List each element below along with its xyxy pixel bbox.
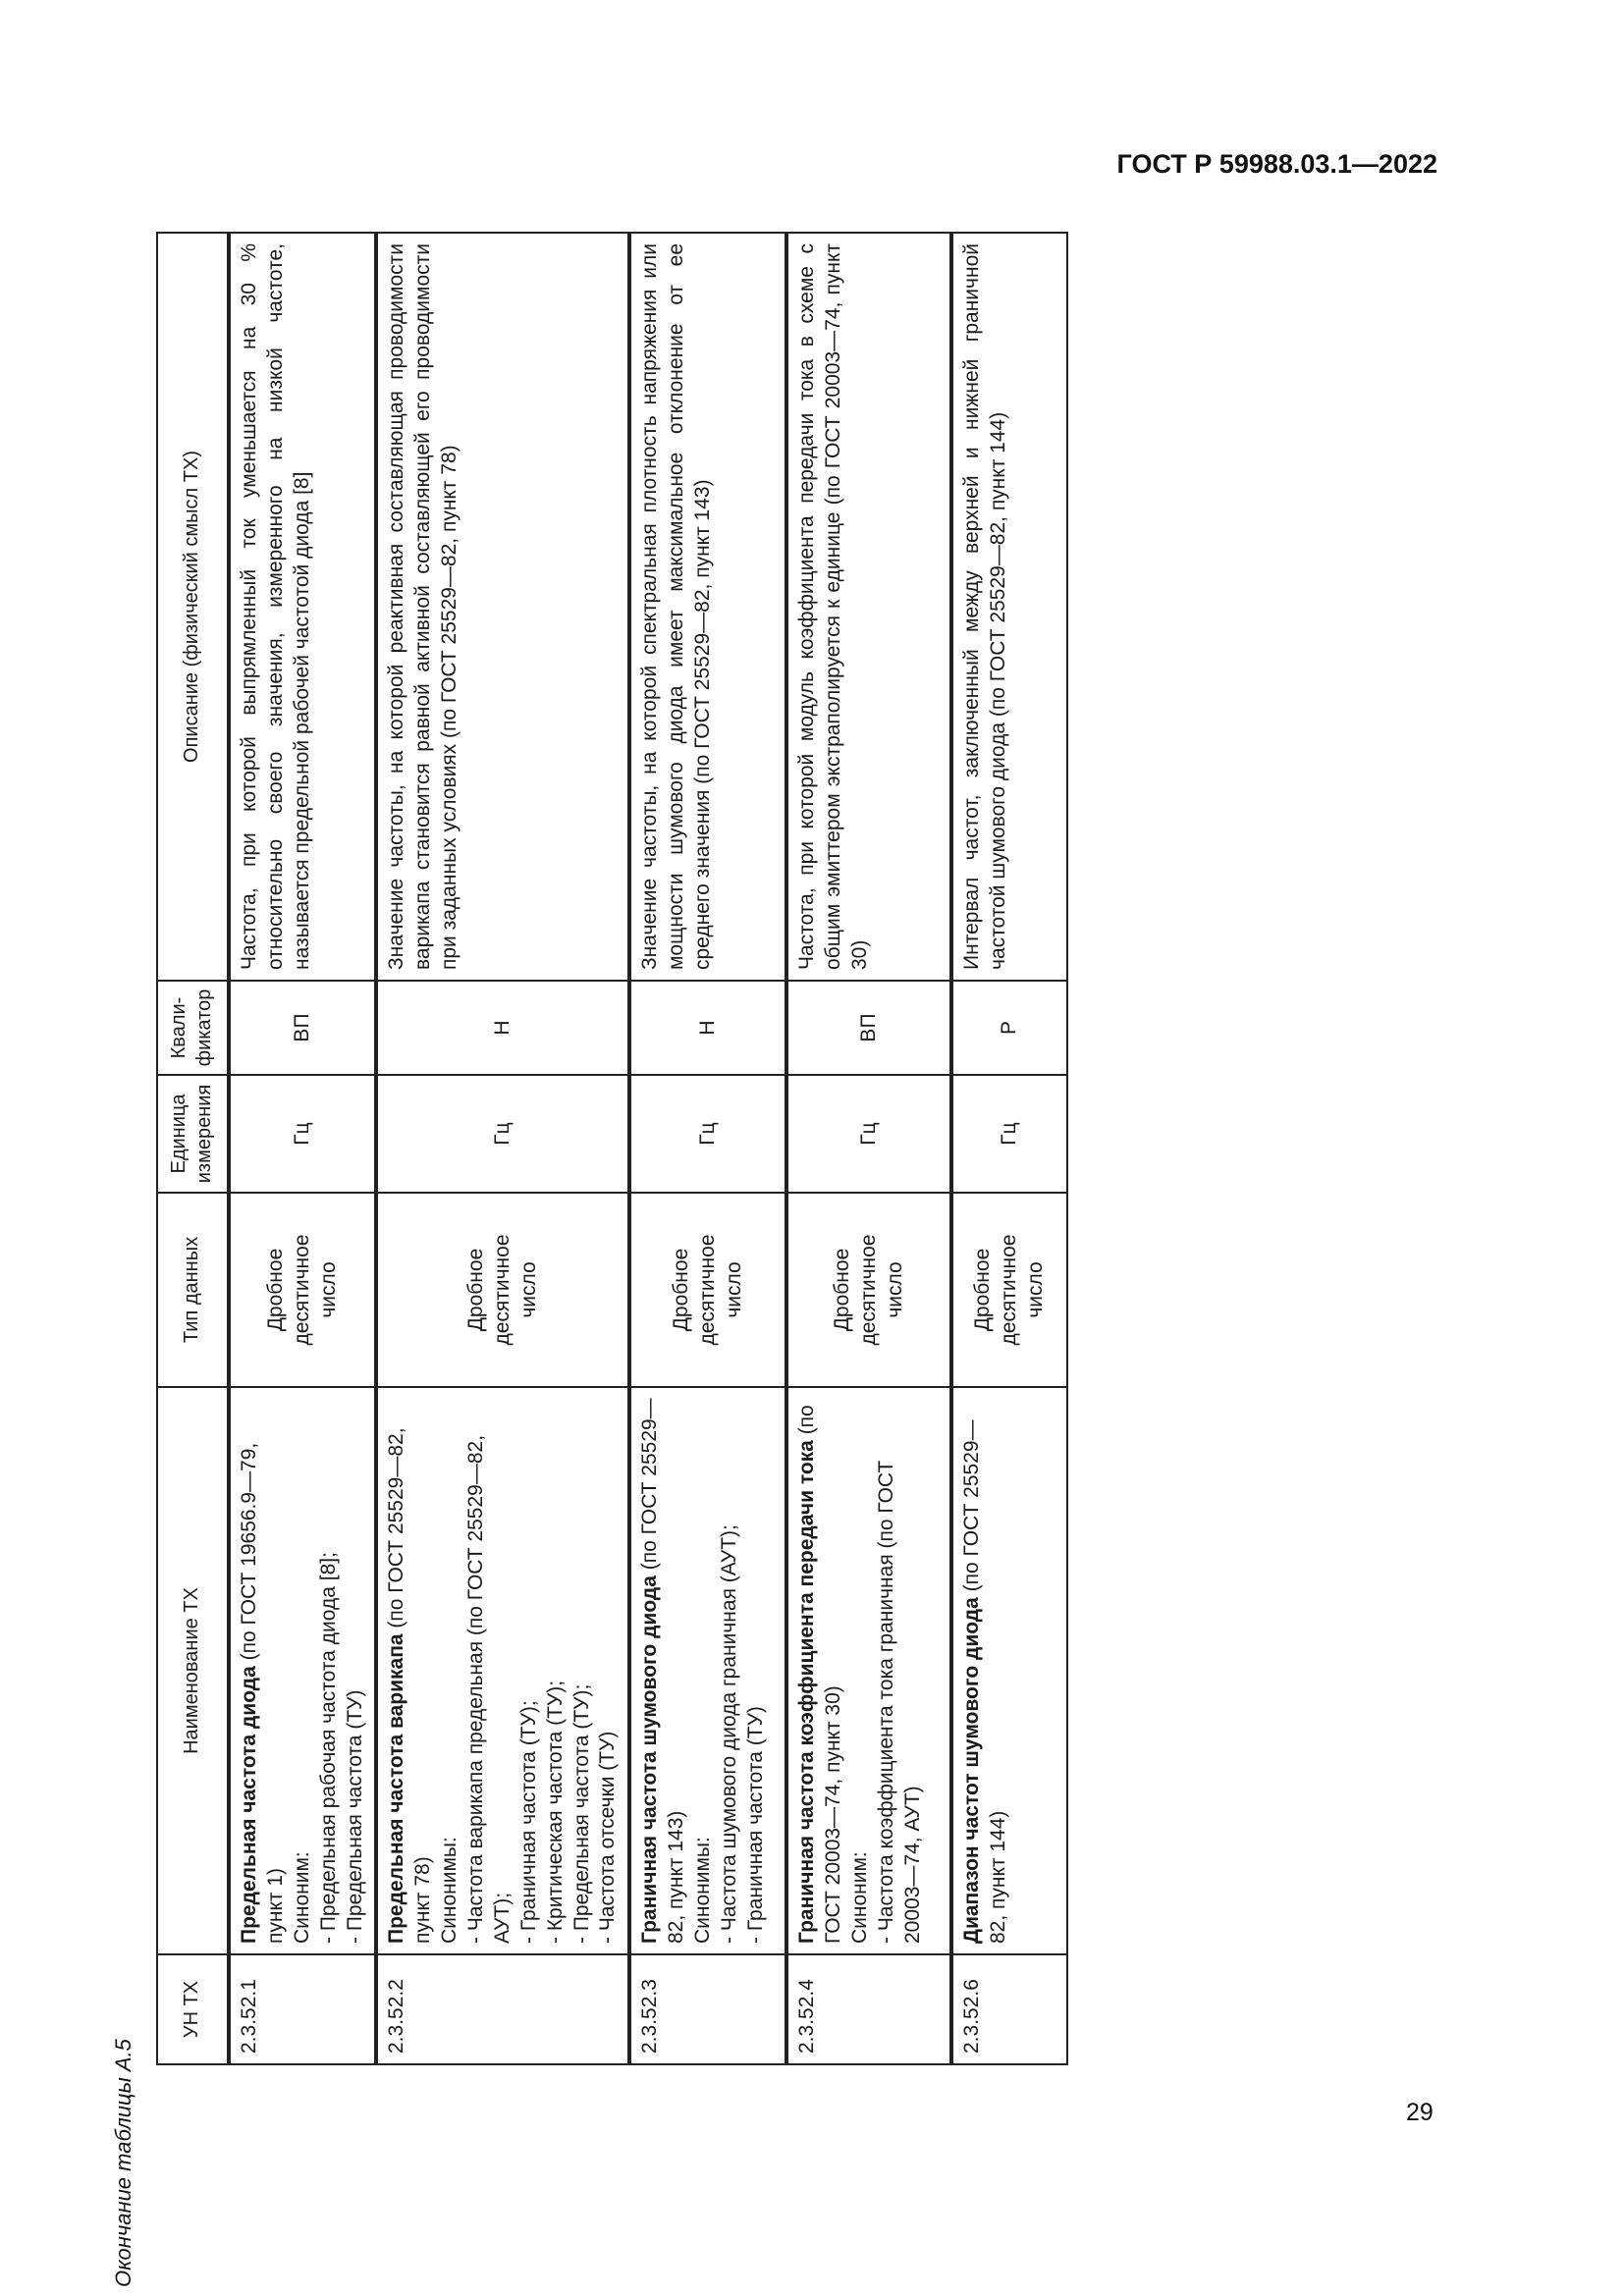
table-row (951, 233, 1067, 2064)
cell-data-type: Дробное десятичное число (376, 1193, 629, 1387)
synonym-item: - Предельная частота (ТУ) (343, 1689, 366, 1944)
cell-name (951, 1387, 1067, 1954)
cell-code: 2.3.52.6 (951, 1954, 1067, 2064)
term-reference: (по ГОСТ 25529—82, пункт 144) (960, 1419, 1010, 1944)
cell-unit: Гц (951, 1075, 1067, 1193)
cell-description: Частота, при которой модуль коэффициента передачи тока в схеме с общим эмиттером экстраполируется к единице (по ГОСТ 20003—74, пункт 30) (786, 233, 951, 981)
synonym-item: - Частота коэффициента тока граничная (по ГОСТ 20003—74, АУТ) (874, 1460, 924, 1944)
cell-qualifier: ВП (229, 981, 376, 1075)
cell-data-type: Дробное десятичное число (629, 1193, 786, 1387)
synonyms-label: Синонимы: (438, 1837, 461, 1944)
col-header-unit: Единица измерения (157, 1075, 229, 1193)
cell-code: 2.3.52.2 (376, 1954, 629, 2064)
cell-name (376, 1387, 629, 1954)
cell-unit: Гц (786, 1075, 951, 1193)
cell-name (229, 1387, 376, 1954)
synonym-item: - Предельная рабочая частота диода [8]; (316, 1552, 340, 1944)
synonym-item: - Предельная частота (ТУ); (569, 1683, 593, 1944)
page-number: 29 (1406, 2099, 1434, 2126)
cell-data-type: Дробное десятичное число (951, 1193, 1067, 1387)
synonym-item: - Частота шумового диода граничная (АУТ); (717, 1524, 740, 1944)
cell-data-type: Дробное десятичное число (786, 1193, 951, 1387)
term-reference: (по ГОСТ 20003—74, пункт 30) (795, 1405, 845, 1944)
synonyms-label: Синоним: (848, 1851, 871, 1944)
table-caption: Окончание таблицы А.5 (111, 2039, 135, 2287)
synonyms-label: Синоним: (290, 1851, 313, 1944)
cell-description: Значение частоты, на которой реактивная составляющая проводимости варикапа становится равной активной составляющей его проводимости при заданных условиях (по ГОСТ 25529—82, пункт 78) (376, 233, 629, 981)
cell-unit: Гц (376, 1075, 629, 1193)
term-reference: (по ГОСТ 25529—82, пункт 143) (638, 1398, 688, 1944)
col-header-type: Тип данных (157, 1193, 229, 1387)
cell-code: 2.3.52.3 (629, 1954, 786, 2064)
term-title: Предельная частота варикапа (385, 1633, 408, 1944)
synonym-item: - Граничная частота (ТУ) (743, 1706, 767, 1944)
term-title: Предельная частота диода (238, 1666, 260, 1944)
synonym-item: - Критическая частота (ТУ); (543, 1680, 567, 1944)
cell-code: 2.3.52.1 (229, 1954, 376, 2064)
document-code: ГОСТ Р 59988.03.1—2022 (1116, 149, 1437, 179)
synonym-item: - Граничная частота (ТУ); (516, 1700, 540, 1944)
cell-description: Частота, при которой выпрямленный ток уменьшается на 30 % относительно своего значения, измеренного на низкой частоте, называется предельной рабочей частотой диода [8] (229, 233, 376, 981)
table-row (229, 233, 376, 2064)
cell-code: 2.3.52.4 (786, 1954, 951, 2064)
term-title: Граничная частота коэффициента передачи тока (795, 1440, 819, 1944)
table-row (786, 233, 951, 2064)
col-header-name: Наименование ТХ (157, 1387, 229, 1954)
cell-name (629, 1387, 786, 1954)
rotated-table-container (156, 234, 1138, 2065)
characteristics-table (156, 232, 1068, 2065)
term-reference: (по ГОСТ 19656.9—79, пункт 1) (238, 1442, 287, 1944)
cell-qualifier: Н (629, 981, 786, 1075)
term-reference: (по ГОСТ 25529—82, пункт 78) (385, 1427, 435, 1944)
cell-qualifier: Р (951, 981, 1067, 1075)
col-header-qualifier: Квали-фикатор (157, 981, 229, 1075)
table-row (376, 233, 629, 2064)
synonym-item: - Частота отсечки (ТУ) (596, 1731, 620, 1944)
col-header-code: УН ТХ (157, 1954, 229, 2064)
cell-data-type: Дробное десятичное число (229, 1193, 376, 1387)
table-row (629, 233, 786, 2064)
cell-unit: Гц (229, 1075, 376, 1193)
cell-name (786, 1387, 951, 1954)
table-header-row (157, 233, 229, 2064)
cell-description: Значение частоты, на которой спектральная плотность напряжения или мощности шумового диода имеет максимальное отклонение от ее среднего значения (по ГОСТ 25529—82, пункт 143) (629, 233, 786, 981)
cell-qualifier: ВП (786, 981, 951, 1075)
cell-unit: Гц (629, 1075, 786, 1193)
term-title: Граничная частота шумового диода (638, 1575, 662, 1944)
col-header-description: Описание (физический смысл ТХ) (157, 233, 229, 981)
synonym-item: - Частота варикапа предельная (по ГОСТ 25529—82, АУТ); (464, 1434, 514, 1944)
term-title: Диапазон частот шумового диода (960, 1597, 984, 1944)
cell-description: Интервал частот, заключенный между верхней и нижней граничной частотой шумового диода (по ГОСТ 25529—82, пункт 144) (951, 233, 1067, 981)
synonyms-label: Синонимы: (691, 1837, 714, 1944)
cell-qualifier: Н (376, 981, 629, 1075)
